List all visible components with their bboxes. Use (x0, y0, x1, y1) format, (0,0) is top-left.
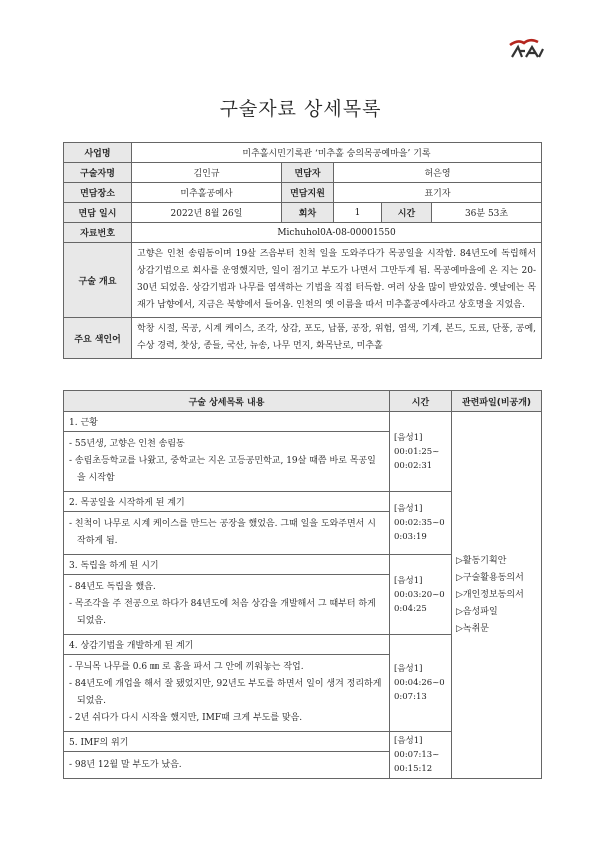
files-header: 관련파일(비공개) (452, 391, 542, 412)
section-item: - 송림초등학교를 나왔고, 중학교는 지온 고등공민학교, 19살 때쯤 바로 목공일을 시작함 (69, 456, 376, 483)
section-time (390, 492, 452, 555)
section-time (390, 732, 452, 779)
summary-label: 구술 개요 (64, 243, 132, 318)
id-label: 자료번호 (64, 223, 132, 243)
section-item: - 무늬목 나무를 0.6 ㎜ 로 홈을 파서 그 안에 끼워놓는 작업. (69, 662, 304, 672)
page-title: 구술자료 상세목록 (219, 98, 382, 120)
project-label: 사업명 (64, 143, 132, 163)
related-file-item[interactable]: ▷개인정보동의서 (456, 589, 524, 600)
recorder-label: 면담지원 (282, 183, 334, 203)
section-time (390, 555, 452, 635)
info-table (63, 142, 542, 359)
related-file-item[interactable]: ▷음성파일 (456, 606, 498, 617)
section-items (64, 512, 390, 555)
section-title: 2. 목공일을 시작하게 된 계기 (64, 492, 390, 512)
logo-icon (508, 37, 544, 59)
recorder-value: 표기자 (334, 183, 542, 203)
section-file: [음성1] (394, 664, 423, 674)
section-title: 4. 상감기법을 개발하게 된 계기 (64, 635, 390, 655)
section-title: 5. IMF의 위기 (64, 732, 390, 752)
narrator-label: 구술자명 (64, 163, 132, 183)
time-header: 시간 (390, 391, 452, 412)
keywords-value: 학창 시절, 목공, 시계 케이스, 조각, 상감, 포도, 납품, 공장, 위험, 염색, 기계, 본드, 도료, 단풍, 공예, 수상 경력, 찻상, 종들, 국산, 뉴송, 나무 먼지, 화목난로, 미추홀 (132, 318, 542, 359)
summary-value: 고향은 인천 송림동이며 19살 즈음부터 친척 일을 도와주다가 목공일을 시작함. 84년도에 독립해서 상감기법으로 회사를 운영했지만, 일이 점기고 부도가 나면서 그만두게 됨. 목공예마을에 온 지는 20-30년 되었음. 상감기법과 나무를 염색하는 기법을 직접 터득함. 여러 상을 많이 받았었음. 옛날에는 목재가 남향에서, 지금은 북향에서 들어옴. 인천의 옛 이름을 따서 미추홀공예사라고 상호명을 지었음. (132, 243, 542, 318)
section-file: [음성1] (394, 736, 423, 746)
place-value: 미추홀공예사 (132, 183, 282, 203)
section-title-row (64, 412, 542, 432)
section-time-value: 00:07:13~ 00:15:12 (394, 750, 440, 774)
section-file: [음성1] (394, 504, 423, 514)
section-item: - 목조각을 주 전공으로 하다가 84년도에 처음 상감을 개발해서 그 때부터 하게 되었음. (69, 599, 376, 626)
keywords-label: 주요 색인어 (64, 318, 132, 359)
section-item: - 2년 쉬다가 다시 시작을 했지만, IMF때 크게 부도를 맞음. (69, 713, 303, 723)
section-item: - 98년 12월 말 부도가 났음. (69, 759, 182, 770)
related-file-item[interactable]: ▷활동기획안 (456, 555, 507, 566)
narrator-value: 김인규 (132, 163, 282, 183)
related-file-item[interactable]: ▷구술활용동의서 (456, 572, 524, 583)
section-items (64, 575, 390, 635)
related-file-item[interactable]: ▷녹취문 (456, 623, 490, 634)
section-item: - 55년생, 고향은 인천 송림동 (69, 439, 185, 449)
section-title: 1. 근황 (64, 412, 390, 432)
session-value: 1 (334, 203, 382, 223)
detail-table (63, 390, 542, 779)
section-item: - 84년도에 개업을 해서 잘 됐었지만, 92년도 부도를 하면서 일이 생겨 정리하게 되었음. (69, 679, 382, 706)
section-time (390, 635, 452, 732)
section-item: - 친척이 나무로 시계 케이스를 만드는 공장을 했었음. 그때 일을 도와주면서 시작하게 됨. (69, 519, 376, 546)
session-label: 회차 (282, 203, 334, 223)
section-item: - 84년도 독립을 했음. (69, 582, 156, 592)
date-label: 면담 일시 (64, 203, 132, 223)
date-value: 2022년 8월 26일 (132, 203, 282, 223)
section-file: [음성1] (394, 432, 423, 443)
project-value: 미추홀시민기록관 ‘미추홀 숭의목공예마을’ 기록 (132, 143, 542, 163)
section-title: 3. 독립을 하게 된 시기 (64, 555, 390, 575)
duration-value: 36분 53초 (432, 203, 542, 223)
section-time-value: 00:02:35~0 0:03:19 (394, 518, 445, 542)
place-label: 면담장소 (64, 183, 132, 203)
section-time (390, 412, 452, 492)
section-items (64, 752, 390, 779)
section-items (64, 655, 390, 732)
section-time-value: 00:03:20~0 0:04:25 (394, 589, 445, 614)
section-file: [음성1] (394, 575, 423, 586)
section-time-value: 00:01:25~ 00:02:31 (394, 446, 440, 471)
id-value: Michuhol0A-08-00001550 (132, 223, 542, 243)
interviewer-label: 면담자 (282, 163, 334, 183)
section-time-value: 00:04:26~0 0:07:13 (394, 678, 445, 702)
related-files (452, 412, 542, 779)
content-header: 구술 상세목록 내용 (64, 391, 390, 412)
interviewer-value: 허은영 (334, 163, 542, 183)
duration-label: 시간 (382, 203, 432, 223)
section-items (64, 432, 390, 492)
